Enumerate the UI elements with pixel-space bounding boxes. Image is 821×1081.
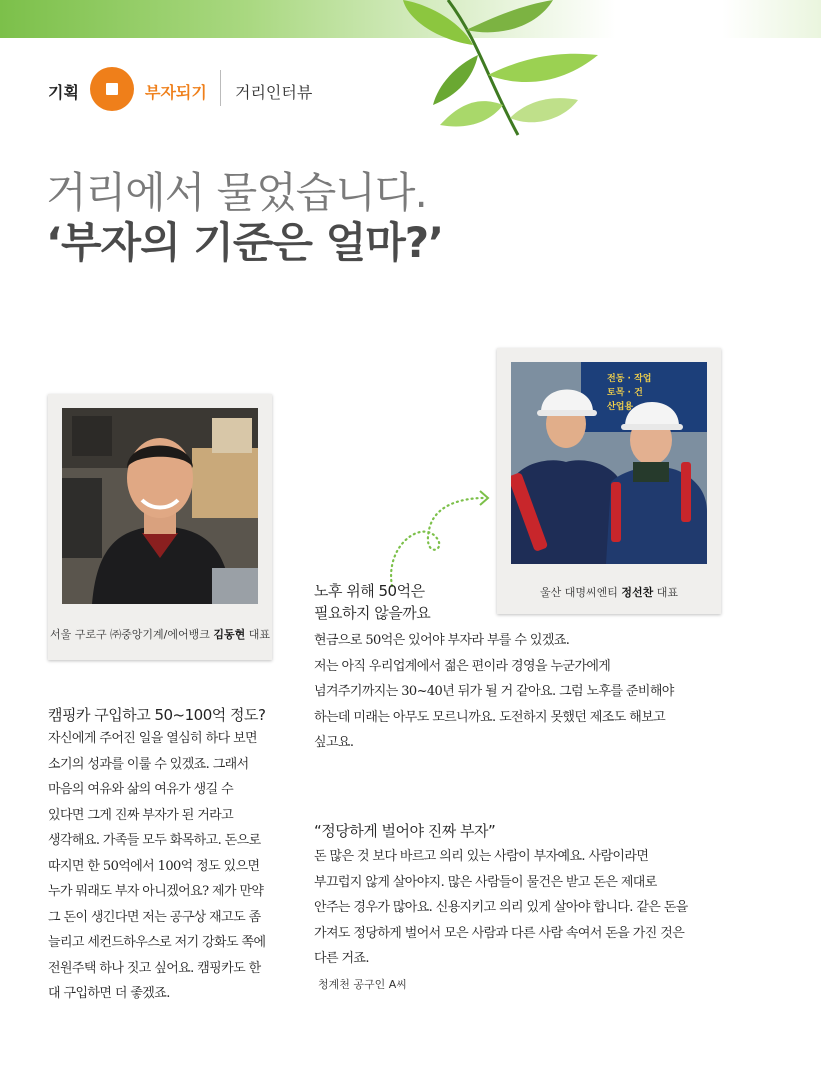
body-line: 안주는 경우가 많아요. 신용지키고 의리 있게 살아야 합니다. 같은 돈을 — [314, 900, 688, 915]
background-sign — [607, 372, 651, 414]
caption-affiliation: 서울 구로구 ㈜중앙기계/에어뱅크 — [50, 628, 214, 641]
interview1-heading: 캠핑카 구입하고 50~100억 정도? — [48, 706, 266, 724]
portrait-photo-left — [62, 408, 258, 604]
interview2-heading-line2: 필요하지 않을까요 — [314, 604, 431, 622]
body-line: 다른 거죠. — [314, 951, 369, 966]
caption-name: 정선찬 — [621, 586, 654, 599]
caption-affiliation: 울산 대명씨엔티 — [539, 586, 622, 599]
body-line: 하는데 미래는 아무도 모르니까요. 도전하지 못했던 제조도 해보고 — [314, 709, 666, 725]
body-line: 가져도 정당하게 벌어서 모은 사람과 다른 사람 속여서 돈을 가진 것은 — [314, 925, 685, 941]
interview2-heading-line1: 노후 위해 50억은 — [314, 582, 425, 600]
interview2-body — [314, 628, 674, 756]
interview3-heading: “정당하게 벌어야 진짜 부자” — [314, 822, 496, 840]
photo-caption-right — [497, 584, 721, 600]
header-divider — [220, 70, 221, 106]
leaf-decoration-icon — [378, 0, 618, 140]
body-line: 넘겨주기까지는 30~40년 뒤가 될 거 같아요. 그럼 노후를 준비해야 — [314, 684, 674, 699]
body-line: 싶고요. — [314, 735, 354, 750]
body-line: 따지면 한 50억에서 100억 정도 있으면 — [48, 858, 260, 874]
series-badge-icon — [90, 67, 134, 111]
photo-card-right — [497, 348, 721, 614]
interview3-body — [314, 844, 688, 972]
body-line: 저는 아직 우리업계에서 젊은 편이라 경영을 누군가에게 — [314, 658, 611, 674]
page-title-line1: 거리에서 물었습니다. — [46, 168, 427, 217]
photo-card-left — [48, 394, 272, 660]
portrait-photo-right — [511, 362, 707, 564]
body-line: 생각해요. 가족들 모두 화목하고. 돈으로 — [48, 833, 261, 848]
body-line: 부끄럽지 않게 살아야지. 많은 사람들이 물건은 받고 돈은 제대로 — [314, 874, 657, 890]
caption-title: 대표 — [653, 586, 678, 599]
page-title-line2: ‘부자의 기준은 얼마?’ — [46, 218, 444, 267]
body-line: 마음의 여유와 삶의 여유가 생길 수 — [48, 782, 234, 797]
category-label: 거리인터뷰 — [235, 83, 313, 102]
sign-line: 전동 · 작업 — [607, 374, 652, 384]
body-line: 누가 뭐래도 부자 아니겠어요? 제가 만약 — [48, 884, 264, 899]
interview1-body — [48, 726, 265, 1007]
body-line: 소기의 성과를 이룰 수 있겠죠. 그래서 — [48, 756, 249, 772]
body-line: 돈 많은 것 보다 바르고 의리 있는 사람이 부자예요. 사람이라면 — [314, 849, 649, 864]
body-line: 늘리고 세컨드하우스로 저기 강화도 쪽에 — [48, 935, 266, 950]
caption-name: 김동현 — [213, 628, 246, 641]
body-line: 그 돈이 생긴다면 저는 공구상 재고도 좀 — [48, 909, 261, 925]
series-label: 부자되기 — [145, 83, 207, 102]
body-line: 현금으로 50억은 있어야 부자라 부를 수 있겠죠. — [314, 633, 570, 648]
body-line: 전원주택 하나 짓고 싶어요. 캠핑카도 한 — [48, 960, 261, 976]
sign-line: 토목 · 건 — [607, 388, 643, 398]
section-label: 기획 — [48, 83, 79, 102]
body-line: 있다면 그게 진짜 부자가 된 거라고 — [48, 807, 234, 823]
body-line: 자신에게 주어진 일을 열심히 하다 보면 — [48, 731, 257, 746]
body-line: 대 구입하면 더 좋겠죠. — [48, 986, 170, 1001]
interview3-speaker: 청계천 공구인 A씨 — [318, 978, 407, 991]
sign-line: 산업용 — [607, 402, 634, 412]
caption-title: 대표 — [245, 628, 270, 641]
photo-caption-left — [48, 626, 272, 642]
